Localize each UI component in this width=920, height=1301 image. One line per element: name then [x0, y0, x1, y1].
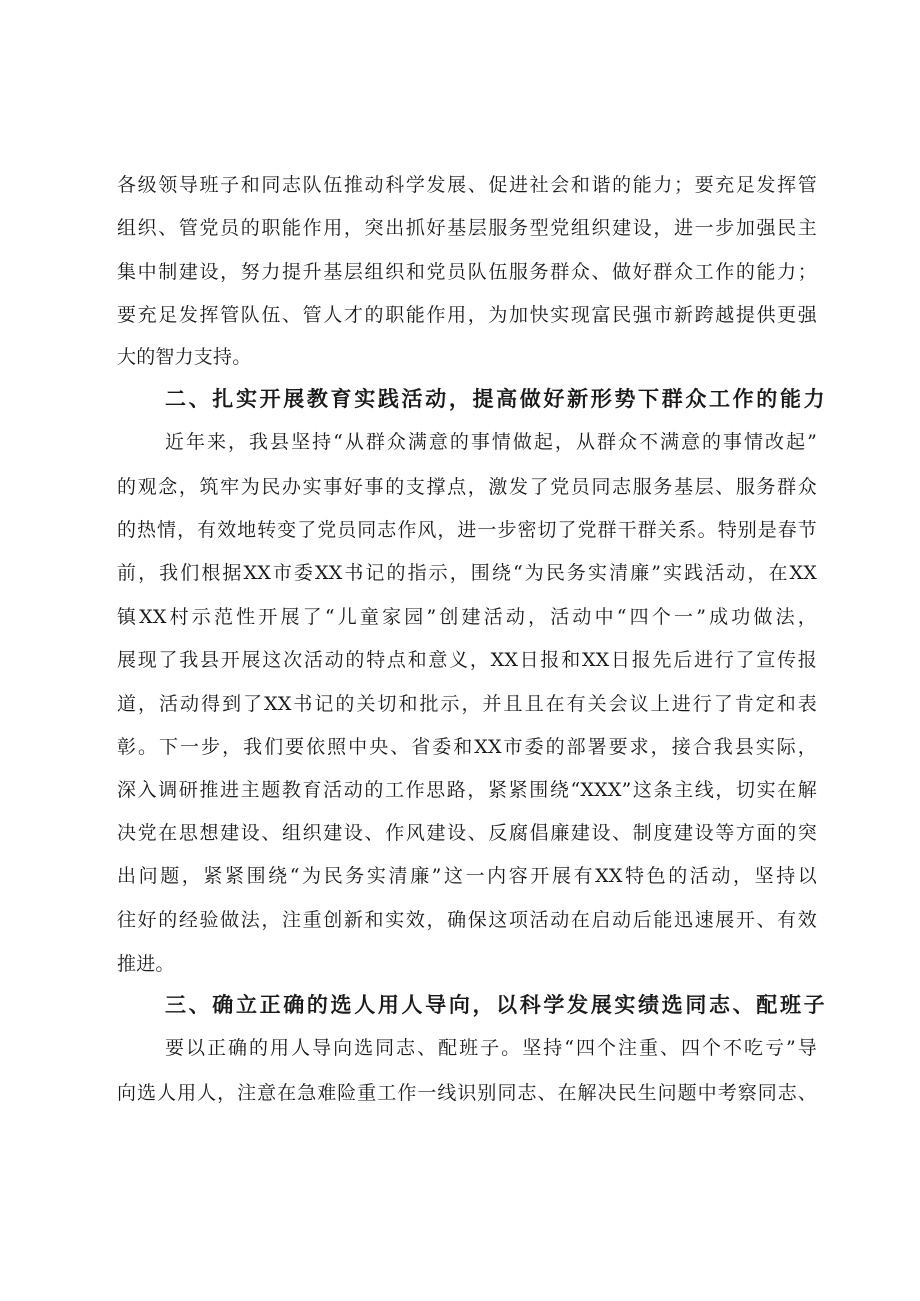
paragraph-1-line: 各级领导班子和同志队伍推动科学发展、促进社会和谐的能力；要充足发挥管 [117, 174, 817, 196]
paragraph-2-line: 彰。下一步，我们要依照中央、省委和XX市委的部署要求，接合我县实际， [117, 736, 817, 758]
paragraph-1-line: 要充足发挥管队伍、管人才的职能作用，为加快实现富民强市新跨越提供更强 [117, 304, 817, 326]
paragraph-2-line: 前，我们根据XX市委XX书记的指示，围绕“为民务实清廉”实践活动，在XX [117, 562, 817, 584]
paragraph-1-line: 组织、管党员的职能作用，突出抓好基层服务型党组织建设，进一步加强民主 [117, 217, 817, 239]
paragraph-2-line: 镇XX村示范性开展了“儿童家园”创建活动，活动中“四个一”成功做法， [117, 606, 817, 628]
paragraph-2-line: 往好的经验做法，注重创新和实效，确保这项活动在启动后能迅速展开、有效 [117, 909, 817, 931]
section-heading-2: 二、扎实开展教育实践活动，提高做好新形势下群众工作的能力 [165, 387, 825, 411]
paragraph-2-line: 的观念，筑牢为民办实事好事的支撑点，激发了党员同志服务基层、服务群众 [117, 476, 817, 498]
paragraph-3-line: 向选人用人，注意在急难险重工作一线识别同志、在解决民生问题中考察同志、 [117, 1082, 817, 1104]
paragraph-2-line: 出问题，紧紧围绕“为民务实清廉”这一内容开展有XX特色的活动，坚持以 [117, 865, 817, 887]
paragraph-2-line: 展现了我县开展这次活动的特点和意义，XX日报和XX日报先后进行了宣传报 [117, 649, 817, 671]
paragraph-2-line: 近年来，我县坚持“从群众满意的事情做起，从群众不满意的事情改起” [165, 431, 817, 453]
paragraph-2-line: 道，活动得到了XX书记的关切和批示，并且且在有关会议上进行了肯定和表 [117, 693, 817, 715]
paragraph-1-line: 集中制建设，努力提升基层组织和党员队伍服务群众、做好群众工作的能力； [117, 261, 817, 283]
paragraph-2-line: 推进。 [117, 953, 175, 975]
paragraph-2-line: 深入调研推进主题教育活动的工作思路，紧紧围绕“XXX”这条主线，切实在解 [117, 779, 817, 801]
paragraph-2-line: 的热情，有效地转变了党员同志作风，进一步密切了党群干群关系。特别是春节 [117, 519, 817, 541]
paragraph-1-line: 大的智力支持。 [117, 346, 252, 368]
paragraph-2-line: 决党在思想建设、组织建设、作风建设、反腐倡廉建设、制度建设等方面的突 [117, 822, 817, 844]
section-heading-3: 三、确立正确的选人用人导向，以科学发展实绩选同志、配班子 [165, 993, 825, 1017]
paragraph-3-line: 要以正确的用人导向选同志、配班子。坚持“四个注重、四个不吃亏”导 [165, 1037, 817, 1059]
